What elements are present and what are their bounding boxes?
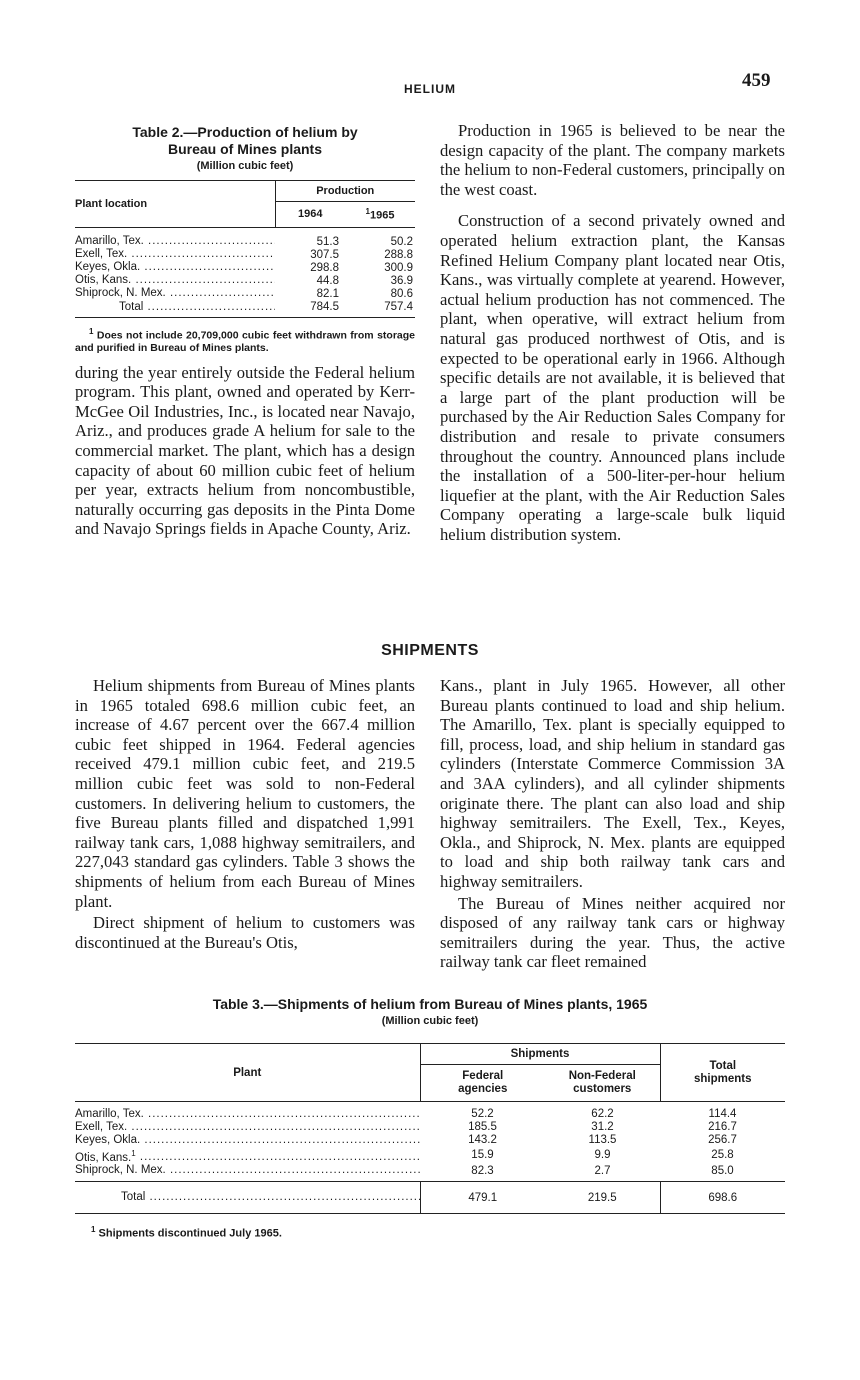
- table3-col-federal: Federal agencies: [420, 1065, 545, 1102]
- table-row: Amarillo, Tex. ..... 52.2 62.2 114.4: [75, 1108, 785, 1121]
- table-row: Otis, Kans. ..... 44.8 36.9: [75, 274, 415, 287]
- right-paragraph-1: Production in 1965 is believed to be near the design capacity of the plant. The company markets the helium to non-Federal customers, principally on the west coast.: [440, 121, 785, 199]
- table2-title: Table 2.—Production of helium by Bureau of Mines plants: [132, 124, 358, 157]
- table2-col-plant: Plant location: [75, 181, 275, 228]
- table-row: Keyes, Okla. ..... 298.8 300.9: [75, 261, 415, 274]
- right-column: [440, 121, 785, 544]
- shipments-paragraph-4: The Bureau of Mines neither acquired nor disposed of any railway tank cars or highway semitrailers during the year. Thus, the active railway tank car fleet remained: [440, 893, 785, 972]
- section-heading-shipments: SHIPMENTS: [381, 642, 479, 659]
- table-total-row: Total ..... 479.1 219.5 698.6: [75, 1182, 785, 1214]
- table-row: Amarillo, Tex. ..... 51.3 50.2: [75, 235, 415, 248]
- table3: [75, 1043, 785, 1214]
- right-paragraph-2: Construction of a second privately owned and operated helium extraction plant, the Kansas Refined Helium Company plant located near Otis, Kans., was virtually complete at yearend. However, actual helium production has not commenced. The plant, when operative, will extract helium from natural gas produced northwest of Otis, and is expected to be operational early in 1966. Although specific details are not available, it is believed that a large part of the plant production will be purchased by the Air Reduction Sales Company for distribution and resale to private consumers throughout the country. Announced plans include the installation of a 500-liter-per-hour helium liquefier at the plant, with the Air Reduction Sales Company operating a large-scale bulk liquid helium distribution system.: [440, 211, 785, 544]
- left-paragraph-1: during the year entirely outside the Federal helium program. This plant, owned and operated by Kerr-McGee Oil Industries, Inc., is located near Navajo, Ariz., and produces grade A helium for sale to the commercial market. The plant, which has a design capacity of about 60 million cubic feet of helium per year, extracts helium from noncombustible, naturally occurring gas deposits in the Pinta Dome and Navajo Springs fields in Apache County, Ariz.: [75, 362, 415, 539]
- table2-col-1964: 1964: [275, 202, 345, 228]
- table2-col-1965: $^1$1965: [345, 202, 415, 228]
- table3-col-plant: Plant: [75, 1044, 420, 1102]
- shipments-paragraph-3: Kans., plant in July 1965. However, all other Bureau plants continued to load and ship helium. The Amarillo, Tex. plant is specially equipped to fill, process, load, and ship helium in standard gas cylinders (Interstate Commerce Commission 3A and 3AA cylinders), and all cylinder shipments originate there. The plant can also load and ship highway semitrailers. The Exell, Tex., Keyes, Okla., and Shiprock, N. Mex. plants are equipped to load and ship both railway tank cars and highway semitrailers.: [440, 676, 785, 891]
- table3-footnote: $^1$ Shipments discontinued July 1965.: [91, 1225, 282, 1240]
- table-row: Keyes, Okla. ..... 143.2 113.5 256.7: [75, 1134, 785, 1147]
- table3-col-total: Total shipments: [660, 1044, 785, 1102]
- table3-col-shipments: Shipments: [420, 1044, 660, 1065]
- shipments-paragraph-1: Helium shipments from Bureau of Mines plants in 1965 totaled 698.6 million cubic feet, an increase of 4.67 percent over the 667.4 million cubic feet shipped in 1964. Federal agencies received 479.1 million cubic feet, and 219.5 million cubic feet was sold to non-Federal customers. In delivering helium to customers, the five Bureau plants filled and dispatched 1,991 railway tank cars, 1,088 highway semitrailers, and 227,043 standard gas cylinders. Table 3 shows the shipments of helium from each Bureau of Mines plant.: [75, 676, 415, 911]
- table-row: Exell, Tex. ..... 307.5 288.8: [75, 248, 415, 261]
- page-number: 459: [742, 70, 771, 91]
- table2: [75, 180, 415, 318]
- running-head: HELIUM: [404, 82, 456, 96]
- table3-col-nonfederal: Non-Federal customers: [545, 1065, 660, 1102]
- shipments-paragraph-2: Direct shipment of helium to customers was discontinued at the Bureau's Otis,: [75, 913, 415, 952]
- table2-col-production: Production: [275, 181, 415, 202]
- table3-block: [75, 996, 785, 1240]
- table-row: Exell, Tex. ..... 185.5 31.2 216.7: [75, 1121, 785, 1134]
- table-row: Shiprock, N. Mex. ..... 82.1 80.6: [75, 287, 415, 300]
- shipments-right-column: [440, 676, 785, 972]
- shipments-left-column: [75, 676, 415, 952]
- left-column: [75, 124, 415, 539]
- table3-title: Table 3.—Shipments of helium from Bureau of Mines plants, 1965: [212, 996, 648, 1012]
- table2-subtitle: (Million cubic feet): [196, 160, 294, 172]
- table-total-row: Total ..... 784.5 757.4: [75, 300, 415, 318]
- table2-footnote: $^1$ Does not include 20,709,000 cubic feet withdrawn from storage and purified in Bureau of Mines plants.: [75, 327, 416, 355]
- table-row: Shiprock, N. Mex. ..... 82.3 2.7 85.0: [75, 1164, 785, 1182]
- table3-subtitle: (Million cubic feet): [381, 1015, 479, 1027]
- table-row: Otis, Kans.$^1$ ..... 15.9 9.9 25.8: [75, 1147, 785, 1165]
